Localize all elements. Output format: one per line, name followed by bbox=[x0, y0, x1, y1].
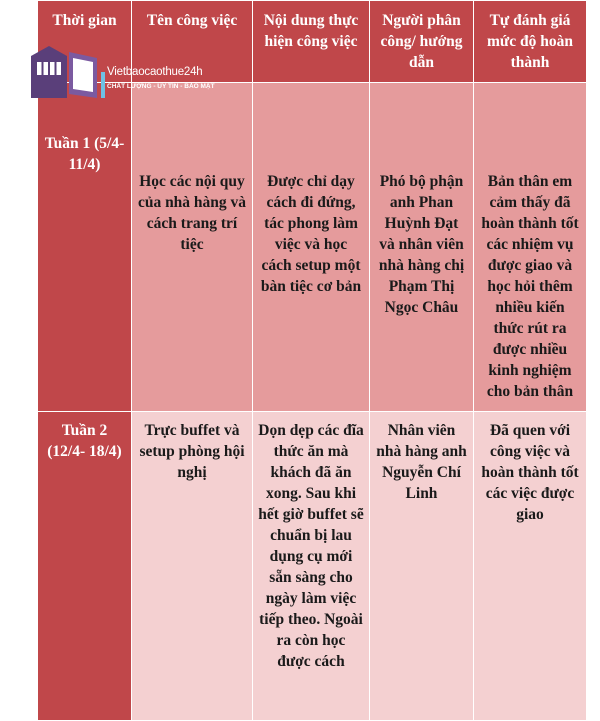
book-house-icon bbox=[27, 42, 105, 100]
cell-task: Trực buffet và setup phòng hội nghị bbox=[132, 412, 253, 721]
cell-content: Dọn dẹp các đĩa thức ăn mà khách đã ăn xong. Sau khi hết giờ buffet sẽ chuẩn bị lau dụng cụ mới sẵn sàng cho ngày làm việc tiếp theo. Ngoài ra còn học được cách bbox=[253, 412, 370, 721]
cell-assigner: Phó bộ phận anh Phan Huỳnh Đạt và nhân viên nhà hàng chị Phạm Thị Ngọc Châu bbox=[370, 83, 474, 412]
cell-time: Tuần 2 (12/4- 18/4) bbox=[38, 412, 132, 721]
watermark-tagline: CHẤT LƯỢNG - UY TÍN - BẢO MẬT bbox=[107, 83, 215, 90]
header-evaluation: Tự đánh giá mức độ hoàn thành bbox=[474, 1, 587, 83]
cell-evaluation: Bản thân em cảm thấy đã hoàn thành tốt các nhiệm vụ được giao và học hỏi thêm nhiều kiến thức rút ra được nhiều kinh nghiệm cho bản thân bbox=[474, 83, 587, 412]
cell-assigner: Nhân viên nhà hàng anh Nguyễn Chí Linh bbox=[370, 412, 474, 721]
cell-evaluation: Đã quen với công việc và hoàn thành tốt các việc được giao bbox=[474, 412, 587, 721]
cell-content: Được chỉ dạy cách đi đứng, tác phong làm việc và học cách setup một bàn tiệc cơ bản bbox=[253, 83, 370, 412]
table-row bbox=[38, 83, 587, 412]
watermark-logo bbox=[27, 42, 237, 100]
header-content: Nội dung thực hiện công việc bbox=[253, 1, 370, 83]
cell-time: Tuần 1 (5/4- 11/4) bbox=[38, 83, 132, 412]
header-task: Tên công việc bbox=[132, 1, 253, 83]
watermark-name: Vietbaocaothue24h bbox=[107, 66, 203, 78]
table-row bbox=[38, 412, 587, 721]
cell-task: Học các nội quy của nhà hàng và cách trang trí tiệc bbox=[132, 83, 253, 412]
header-time: Thời gian bbox=[38, 1, 132, 83]
internship-log-table bbox=[37, 0, 587, 721]
header-assigner: Người phân công/ hướng dẫn bbox=[370, 1, 474, 83]
